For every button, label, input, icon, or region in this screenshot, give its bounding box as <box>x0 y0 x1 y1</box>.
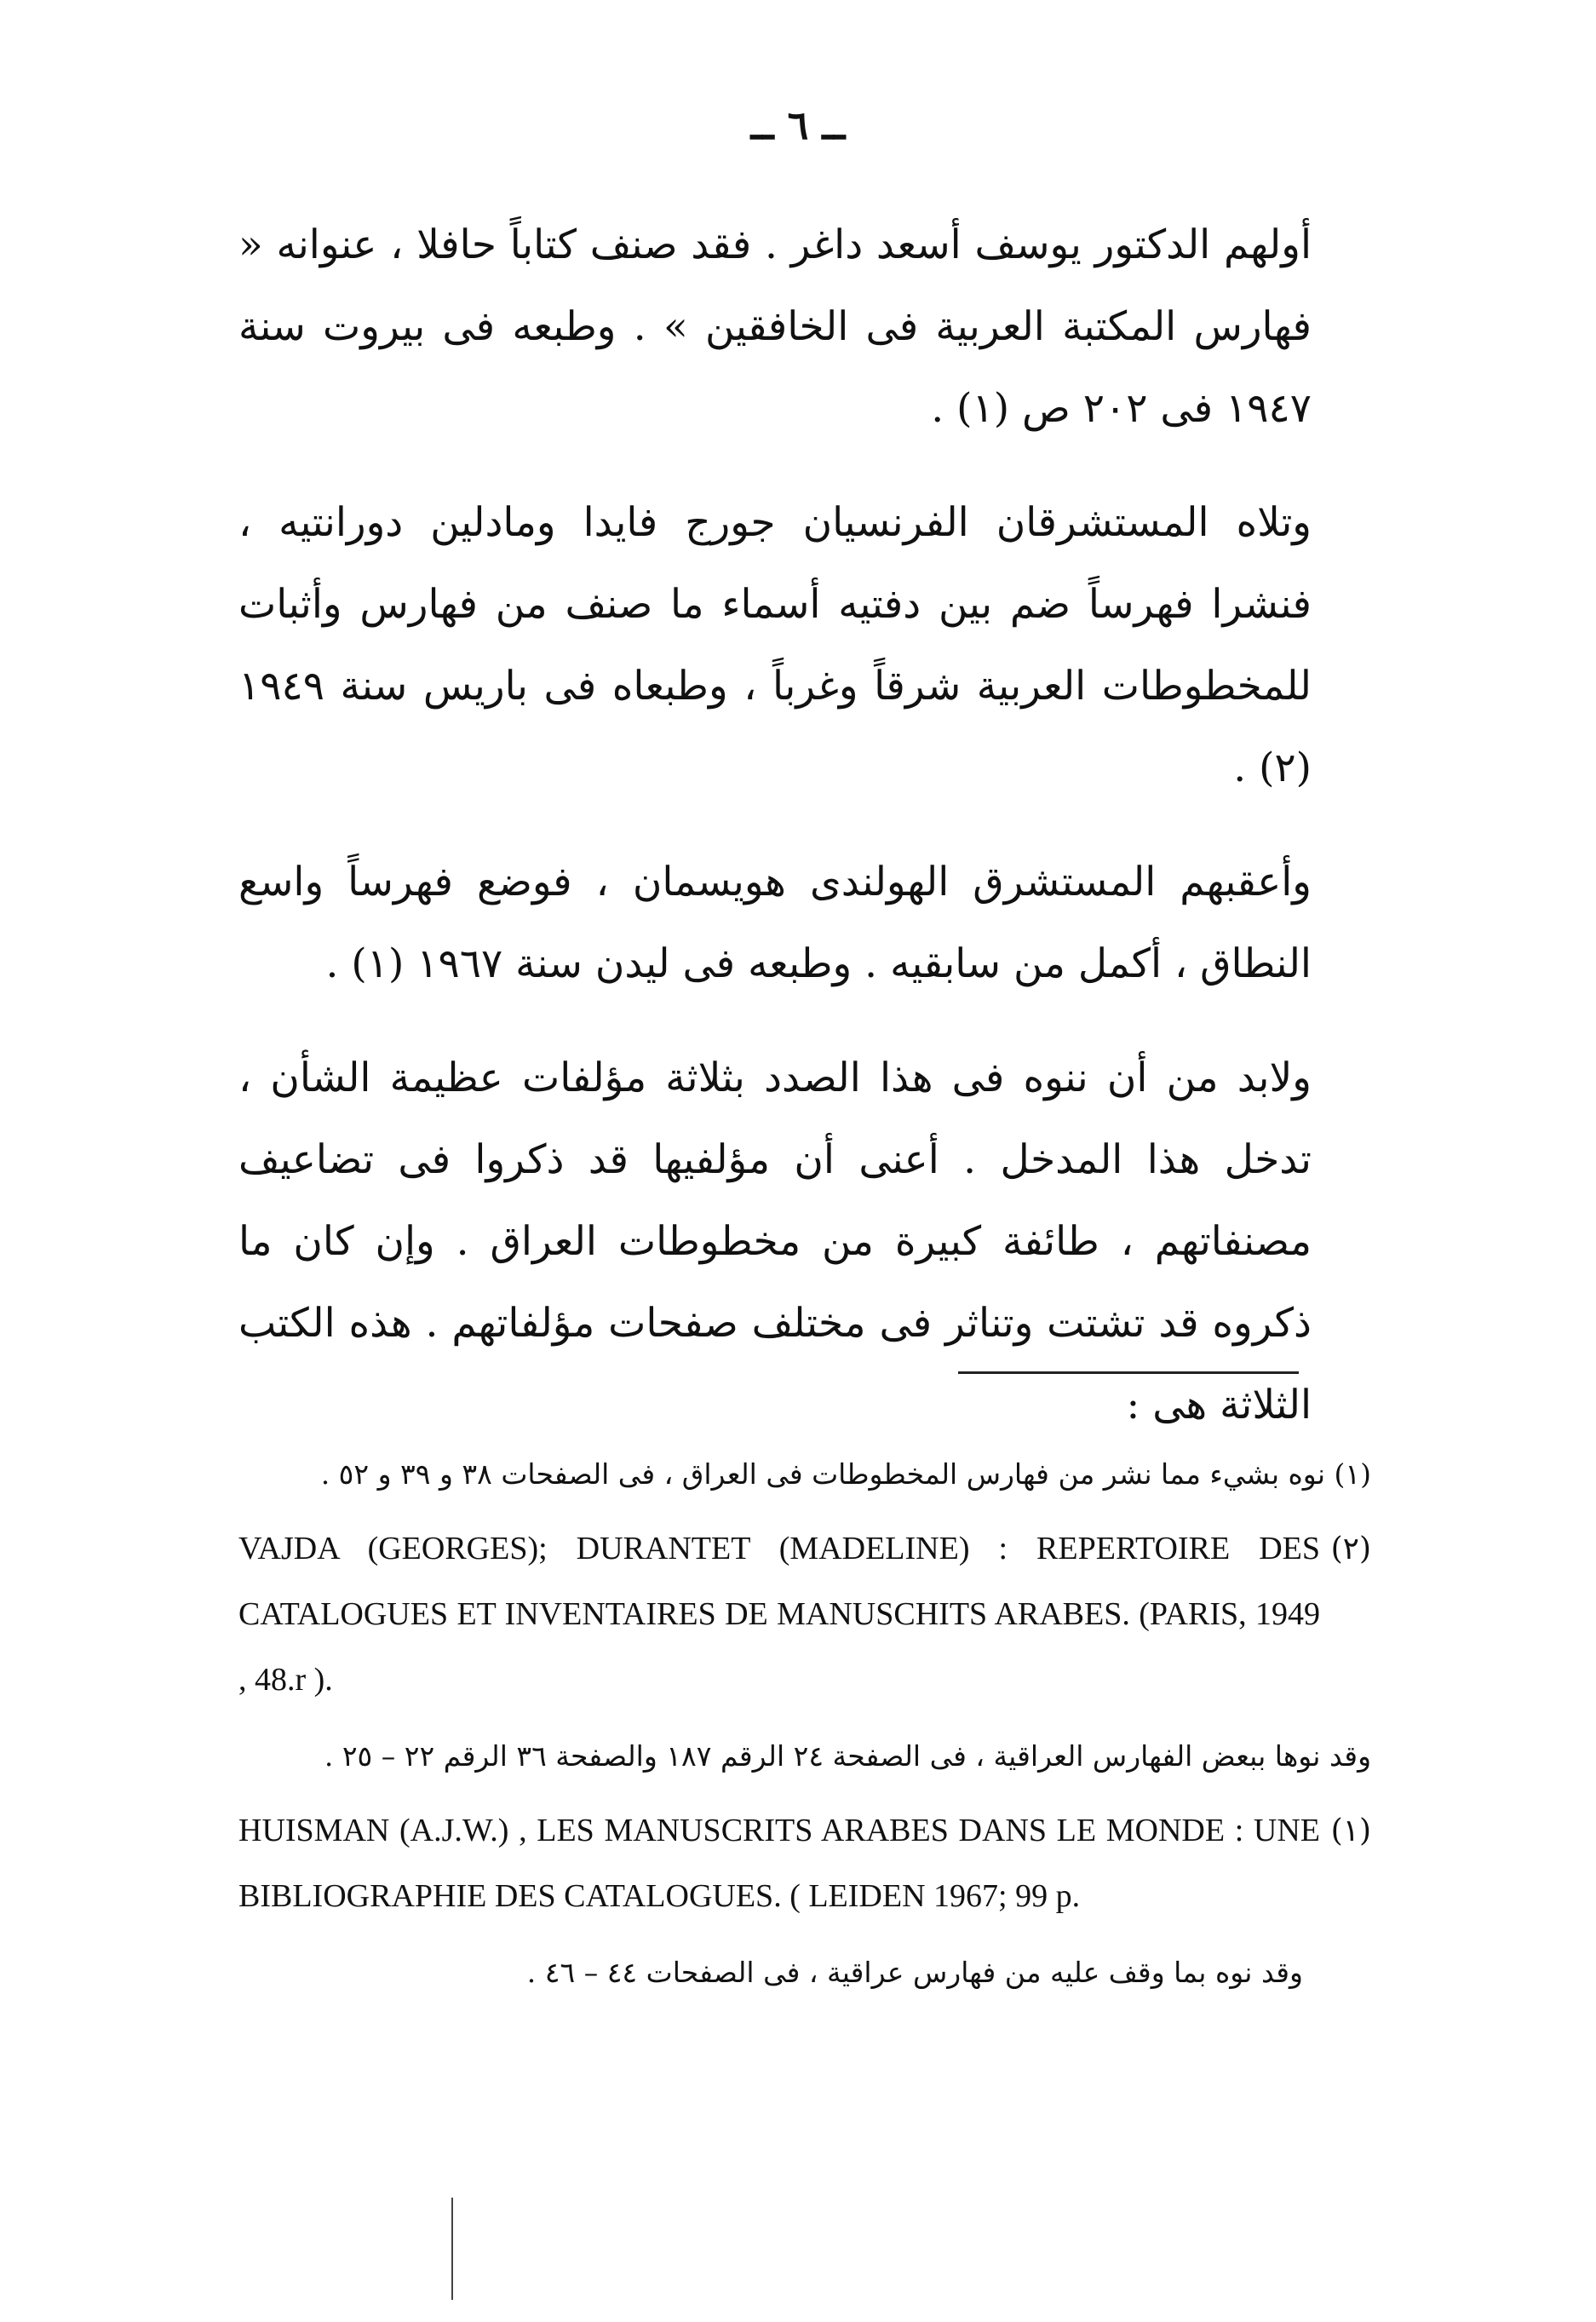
paragraph-4: ولابد من أن ننوه فى هذا الصدد بثلاثة مؤلفات عظيمة الشأن ، تدخل هذا المدخل . أعنى أن مؤلفيها قد ذكروا فى تضاعيف مصنفاتهم ، طائفة كبيرة من مخطوطات العراق . وإن كان ما ذكروه قد تشتت وتناثر فى مختلف صفحات مؤلفاتهم . هذه الكتب الثلاثة هى : <box>238 1055 1312 1428</box>
footnote-3-arabic: وقد نوه بما وقف عليه من فهارس عراقية ، فى الصفحات ٤٤ – ٤٦ . <box>526 1956 1303 1989</box>
footnote-2-latin-block <box>238 1516 1371 1713</box>
paragraph-1: أولهم الدكتور يوسف أسعد داغر . فقد صنف كتاباً حافلا ، عنوانه « فهارس المكتبة العربية فى الخافقين » . وطبعه فى بيروت سنة ١٩٤٧ فى ٢٠٢ ص (١) . <box>238 221 1312 432</box>
footnote-3-latin: HUISMAN (A.J.W.) , LES MANUSCRITS ARABES DANS LE MONDE : UNE BIBLIOGRAPHIE DES CATALOGUES. ( LEIDEN 1967; 99 p. <box>238 1813 1320 1914</box>
footnote-1: (١) نوه بشيء مما نشر من فهارس المخطوطات فى العراق ، فى الصفحات ٣٨ و ٣٩ و ٥٢ . <box>320 1457 1371 1491</box>
footnote-2-marker: (٢) <box>1330 1532 1371 1566</box>
margin-scan-mark <box>451 2198 453 2300</box>
footnotes <box>238 1448 1371 2015</box>
footnote-3-marker: (١) <box>1330 1813 1371 1848</box>
paragraph-3: وأعقبهم المستشرق الهولندى هويسمان ، فوضع فهرساً واسع النطاق ، أكمل من سابقيه . وطبعه فى ليدن سنة ١٩٦٧ (١) . <box>238 859 1312 987</box>
main-text <box>238 204 1312 1479</box>
footnote-3-latin-block <box>238 1798 1371 1929</box>
footnote-2-latin: VAJDA (GEORGES); DURANTET (MADELINE) : REPERTOIRE DES CATALOGUES ET INVENTAIRES DE MANUSCHITS ARABES. (PARIS, 1949 , 48.r ). <box>238 1531 1320 1698</box>
footnote-separator <box>958 1371 1299 1374</box>
footnote-2-arabic: وقد نوها ببعض الفهارس العراقية ، فى الصفحة ٢٤ الرقم ١٨٧ والصفحة ٣٦ الرقم ٢٢ – ٢٥ . <box>324 1739 1371 1773</box>
paragraph-2: وتلاه المستشرقان الفرنسيان جورج فايدا ومادلين دورانتيه ، فنشرا فهرساً ضم بين دفتيه أسماء ما صنف من فهارس وأثبات للمخطوطات العربية شرقاً وغرباً ، وطبعاه فى باريس سنة ١٩٤٩ (٢) . <box>238 499 1312 791</box>
page-number: ــ ٦ ــ <box>750 102 846 148</box>
